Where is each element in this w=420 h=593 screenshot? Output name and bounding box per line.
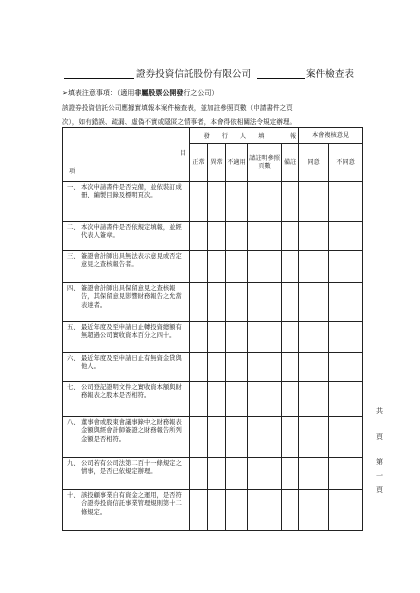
answer-cell[interactable]: [299, 322, 329, 353]
item-number: 九、: [67, 460, 80, 467]
item-cell: [63, 251, 190, 283]
answer-cell[interactable]: [282, 322, 299, 353]
item-cell: [63, 353, 190, 382]
answer-cell[interactable]: [299, 222, 329, 251]
answer-cell[interactable]: [299, 417, 329, 458]
item-cell: [63, 382, 190, 417]
answer-cell[interactable]: [282, 251, 299, 283]
answer-cell[interactable]: [248, 322, 282, 353]
answer-cell[interactable]: [248, 490, 282, 531]
side-total: 共: [376, 407, 383, 415]
table-row: [63, 458, 363, 490]
answer-cell[interactable]: [208, 182, 226, 222]
answer-cell[interactable]: [190, 490, 208, 531]
note-scope-bold: 非屬股票公開發: [134, 88, 184, 97]
answer-cell[interactable]: [329, 490, 363, 531]
answer-cell[interactable]: [299, 251, 329, 283]
item-text: 簽證會計師出具保留意見之查核報告，其保留意見影響財務報告之允當表達者。: [81, 285, 182, 309]
company-name-blank: [64, 78, 134, 79]
item-cell: [63, 222, 190, 251]
note-scope-prefix: （適用: [116, 89, 135, 97]
answer-cell[interactable]: [248, 417, 282, 458]
col-abnormal: 異常: [208, 144, 226, 182]
item-number: 七、: [67, 384, 80, 391]
answer-cell[interactable]: [329, 283, 363, 322]
answer-cell[interactable]: [190, 353, 208, 382]
col-normal: 正常: [190, 144, 208, 182]
answer-cell[interactable]: [208, 222, 226, 251]
answer-cell[interactable]: [208, 322, 226, 353]
item-cell: [63, 490, 190, 531]
answer-cell[interactable]: [329, 353, 363, 382]
table-row: [63, 382, 363, 417]
answer-cell[interactable]: [299, 283, 329, 322]
answer-cell[interactable]: [190, 182, 208, 222]
answer-cell[interactable]: [226, 222, 248, 251]
item-number: 十、: [67, 492, 80, 499]
col-ref-pages: 請註明參照頁數: [248, 144, 282, 182]
answer-cell[interactable]: [208, 458, 226, 490]
col-disagree: 不同意: [329, 144, 363, 182]
note-body: [62, 101, 362, 129]
title-part2: 案件檢查表: [306, 69, 354, 80]
answer-cell[interactable]: [190, 322, 208, 353]
item-text: 簽證會計師出具無法表示意見或否定意見之查核報告者。: [81, 253, 182, 269]
item-header-cell: [63, 128, 190, 182]
item-text: 公司登記證明文件之實收資本額與財務報表之股本是否相符。: [81, 384, 182, 400]
item-text: 該投顧事業自有資金之運用，是否符合證券投資信託事業管理規則第十二條規定。: [81, 492, 182, 516]
table-row: [63, 182, 363, 222]
item-text: 公司若有公司法第二百十一條規定之情事，是否已依規定辦理。: [81, 460, 182, 476]
item-text: 最近年度及至申請日止轉投資總額有無超過公司實收資本百分之四十。: [81, 324, 182, 340]
answer-cell[interactable]: [248, 251, 282, 283]
note-line-2: 次），如有錯誤、疏漏、虛偽不實或隱匿之情事者，本會得依相關法令規定辦理。: [62, 118, 297, 126]
item-text: 本次申請書件是否完備，並依裝訂成冊、編製目錄及標明頁次。: [81, 184, 182, 200]
table-row: [63, 283, 363, 322]
review-header: 本會複核意見: [299, 128, 363, 144]
answer-cell[interactable]: [299, 458, 329, 490]
answer-cell[interactable]: [282, 222, 299, 251]
note-line-1: 該證券投資信託公司應據實填報本案件檢查表，並加註參照頁數（申請書件之頁: [62, 104, 293, 112]
arrow-icon: ➢: [62, 89, 68, 97]
answer-cell[interactable]: [248, 382, 282, 417]
title-part1: 證券投資信託股份有限公司: [136, 69, 252, 80]
table-row: [63, 417, 363, 458]
answer-cell[interactable]: [329, 322, 363, 353]
answer-cell[interactable]: [282, 382, 299, 417]
table-row: [63, 490, 363, 531]
answer-cell[interactable]: [208, 490, 226, 531]
item-cell: [63, 182, 190, 222]
answer-cell[interactable]: [190, 458, 208, 490]
answer-cell[interactable]: [248, 222, 282, 251]
note-label: 填表注意事項：: [67, 89, 117, 97]
item-cell: [63, 283, 190, 322]
item-text: 本次申請書件是否依規定填報，並經代表人簽章。: [81, 224, 182, 240]
table-row: [63, 222, 363, 251]
item-number: 八、: [67, 419, 80, 426]
item-number: 二、: [67, 224, 80, 231]
table-row: [63, 322, 363, 353]
item-number: 三、: [67, 253, 80, 260]
answer-cell[interactable]: [208, 382, 226, 417]
answer-cell[interactable]: [248, 182, 282, 222]
answer-cell[interactable]: [329, 251, 363, 283]
answer-cell[interactable]: [329, 458, 363, 490]
item-cell: [63, 458, 190, 490]
item-text: 最近年度及至申請日止有無資金貸與他人。: [81, 355, 182, 371]
answer-cell[interactable]: [226, 417, 248, 458]
item-number: 四、: [67, 285, 80, 292]
table-row: [63, 353, 363, 382]
answer-cell[interactable]: [299, 490, 329, 531]
answer-cell[interactable]: [282, 283, 299, 322]
answer-cell[interactable]: [190, 251, 208, 283]
item-number: 六、: [67, 355, 80, 362]
answer-cell[interactable]: [226, 251, 248, 283]
answer-cell[interactable]: [226, 382, 248, 417]
answer-cell[interactable]: [329, 382, 363, 417]
side-page-no: 第: [376, 458, 383, 466]
side-pages: 頁: [376, 433, 383, 441]
answer-cell[interactable]: [226, 353, 248, 382]
answer-cell[interactable]: [208, 353, 226, 382]
answer-cell[interactable]: [190, 382, 208, 417]
answer-cell[interactable]: [282, 458, 299, 490]
note-heading: [62, 88, 218, 98]
note-scope-suffix: 行之公司）: [183, 89, 219, 97]
answer-cell[interactable]: [329, 182, 363, 222]
item-number: 五、: [67, 324, 80, 331]
answer-cell[interactable]: [190, 283, 208, 322]
answer-cell[interactable]: [248, 353, 282, 382]
answer-cell[interactable]: [208, 417, 226, 458]
answer-cell[interactable]: [282, 353, 299, 382]
answer-cell[interactable]: [190, 417, 208, 458]
case-name-blank: [257, 78, 305, 79]
answer-cell[interactable]: [226, 182, 248, 222]
checklist-table: [62, 127, 363, 531]
answer-cell[interactable]: [282, 417, 299, 458]
answer-cell[interactable]: [208, 251, 226, 283]
answer-cell[interactable]: [208, 283, 226, 322]
answer-cell[interactable]: [226, 283, 248, 322]
answer-cell[interactable]: [299, 182, 329, 222]
answer-cell[interactable]: [226, 458, 248, 490]
answer-cell[interactable]: [299, 353, 329, 382]
answer-cell[interactable]: [282, 490, 299, 531]
answer-cell[interactable]: [282, 182, 299, 222]
item-header: 項: [69, 168, 76, 175]
answer-cell[interactable]: [329, 417, 363, 458]
answer-cell[interactable]: [299, 382, 329, 417]
side-one: 一: [376, 472, 383, 480]
item-number: 一、: [67, 184, 80, 191]
answer-cell[interactable]: [190, 222, 208, 251]
col-na: 不適用: [226, 144, 248, 182]
col-agree: 同意: [299, 144, 329, 182]
table-row: [63, 251, 363, 283]
answer-cell[interactable]: [248, 283, 282, 322]
answer-cell[interactable]: [226, 490, 248, 531]
item-cell: [63, 417, 190, 458]
answer-cell[interactable]: [248, 458, 282, 490]
answer-cell[interactable]: [226, 322, 248, 353]
answer-cell[interactable]: [329, 222, 363, 251]
item-text: 董事會或股東會議事錄中之財務報表金額與經會計師簽證之財務報告所列金額是否相符。: [81, 419, 182, 443]
item-cell: [63, 322, 190, 353]
col-remark: 備註: [282, 144, 299, 182]
side-page: 頁: [376, 486, 383, 494]
fill-header: 發行人填 報: [190, 128, 299, 144]
item-header-2: 目: [179, 150, 186, 157]
